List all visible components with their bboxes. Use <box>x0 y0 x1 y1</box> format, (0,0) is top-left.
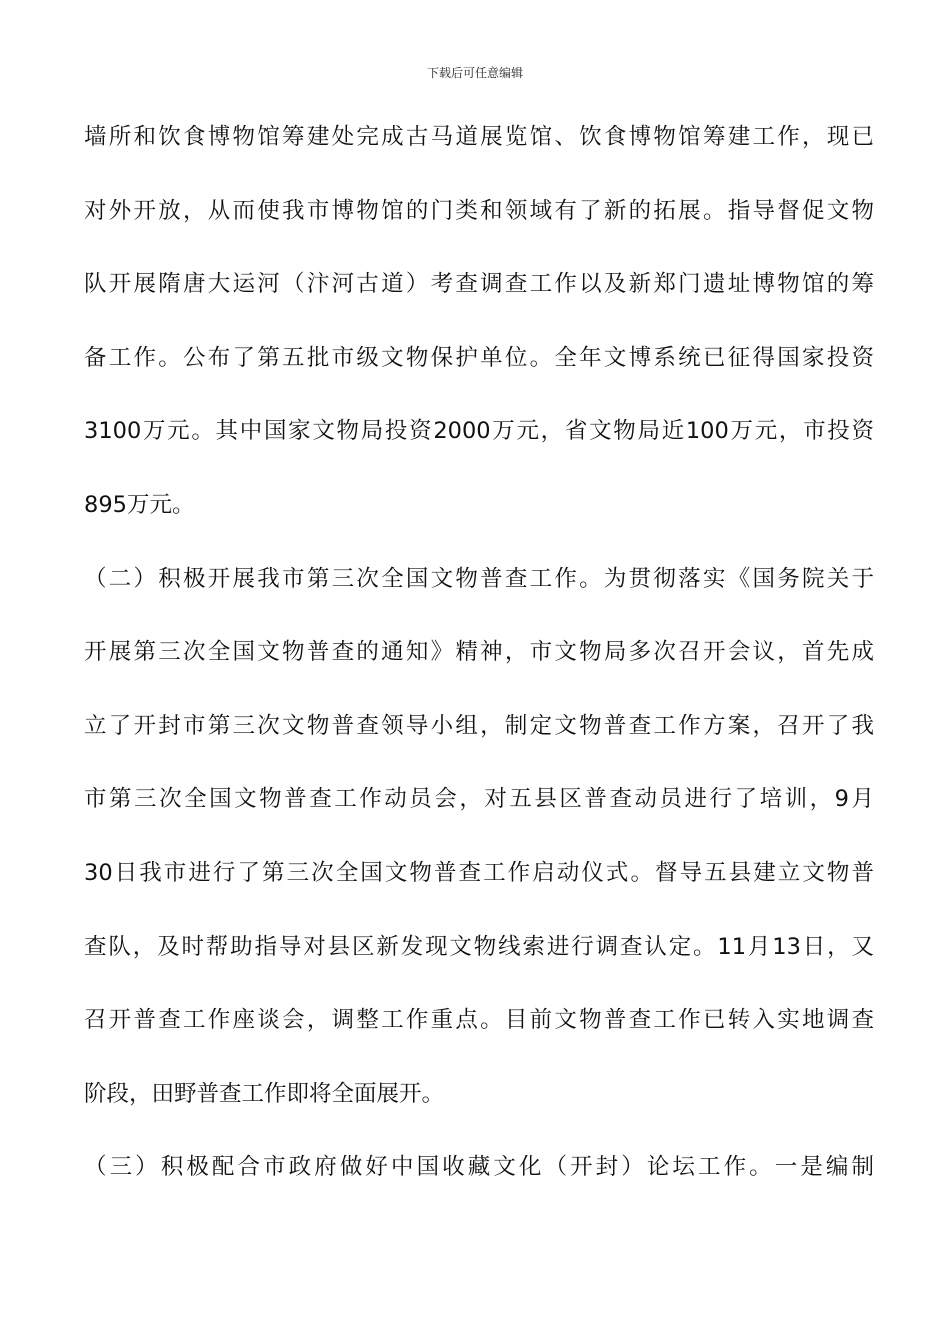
page-header: 下载后可任意编辑 <box>426 66 523 80</box>
text-line: 召开普查工作座谈会，调整工作重点。目前文物普查工作已转入实地调查 <box>84 1007 874 1034</box>
text-line: 开展第三次全国文物普查的通知》精神，市文物局多次召开会议，首先成 <box>84 639 874 666</box>
text-line: 3100万元。其中国家文物局投资2000万元，省文物局近100万元，市投资 <box>84 418 874 445</box>
text-line: 立了开封市第三次文物普查领导小组，制定文物普查工作方案，召开了我 <box>84 712 874 739</box>
document-body <box>84 117 874 1221</box>
text-line: 备工作。公布了第五批市级文物保护单位。全年文博系统已征得国家投资 <box>84 344 874 371</box>
text-line: 对外开放，从而使我市博物馆的门类和领域有了新的拓展。指导督促文物 <box>84 197 874 224</box>
text-line: （三）积极配合市政府做好中国收藏文化（开封）论坛工作。一是编制 <box>84 1154 874 1181</box>
text-line: 市第三次全国文物普查工作动员会，对五县区普查动员进行了培训，9月 <box>84 786 874 813</box>
text-line: 阶段，田野普查工作即将全面展开。 <box>84 1080 445 1107</box>
text-line: 30日我市进行了第三次全国文物普查工作启动仪式。督导五县建立文物普 <box>84 859 874 886</box>
text-line: （二）积极开展我市第三次全国文物普查工作。为贯彻落实《国务院关于 <box>84 565 874 592</box>
text-line: 查队，及时帮助指导对县区新发现文物线索进行调查认定。11月13日，又 <box>84 933 874 960</box>
text-line: 895万元。 <box>84 491 195 518</box>
text-line: 队开展隋唐大运河（汴河古道）考查调查工作以及新郑门遗址博物馆的筹 <box>84 271 874 298</box>
text-line: 墙所和饮食博物馆筹建处完成古马道展览馆、饮食博物馆筹建工作，现已 <box>84 124 874 150</box>
